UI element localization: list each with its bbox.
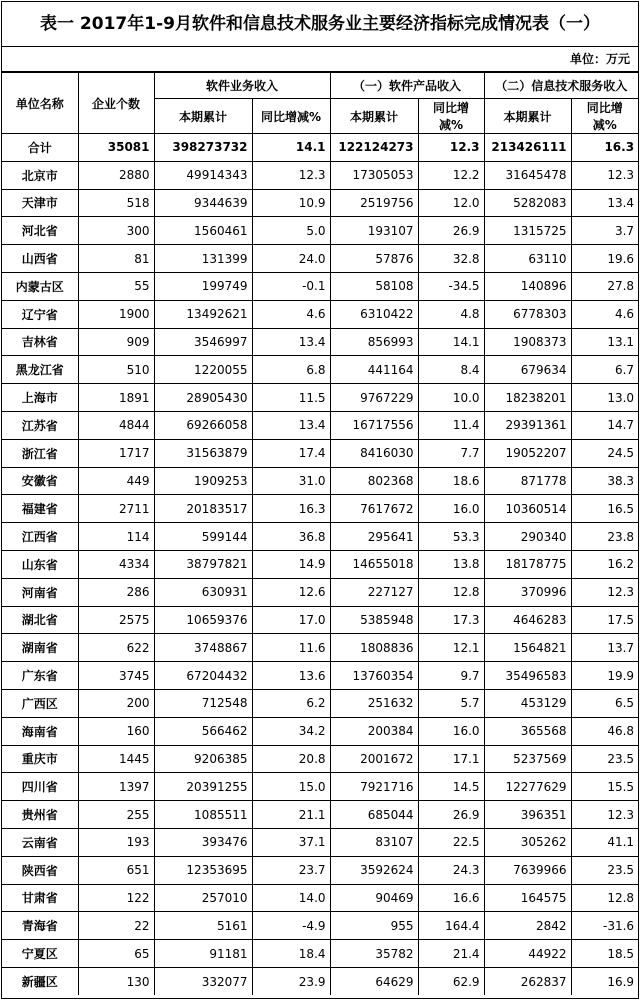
region-name-cell: 贵州省 (2, 801, 78, 829)
product-income-yoy-cell: 53.3 (418, 523, 484, 551)
table-row (2, 217, 638, 245)
software-income-cumulative-cell: 712548 (154, 689, 252, 717)
product-income-cumulative-cell: 13760354 (330, 662, 418, 690)
table-body (2, 134, 638, 996)
product-income-yoy-cell: -34.5 (418, 272, 484, 300)
enterprise-count-cell: 2711 (78, 495, 154, 523)
table-row (2, 717, 638, 745)
software-income-yoy-cell: 14.9 (252, 550, 330, 578)
product-income-cumulative-cell: 8416030 (330, 439, 418, 467)
product-income-yoy-cell: 5.7 (418, 689, 484, 717)
enterprise-count-cell: 114 (78, 523, 154, 551)
it-service-income-yoy-cell: 24.5 (571, 439, 638, 467)
it-service-income-yoy-cell: 6.7 (571, 356, 638, 384)
it-service-income-cumulative-cell: 1315725 (484, 217, 571, 245)
table-row (2, 467, 638, 495)
software-income-cumulative-cell: 49914343 (154, 161, 252, 189)
software-income-cumulative-cell: 1909253 (154, 467, 252, 495)
header-product-income: （一）软件产品收入 (330, 73, 484, 99)
software-income-cumulative-cell: 131399 (154, 245, 252, 273)
software-income-cumulative-cell: 69266058 (154, 411, 252, 439)
table-row (2, 384, 638, 412)
product-income-cumulative-cell: 57876 (330, 245, 418, 273)
region-name-cell: 海南省 (2, 717, 78, 745)
enterprise-count-cell: 200 (78, 689, 154, 717)
software-income-yoy-cell: 6.8 (252, 356, 330, 384)
it-service-income-yoy-cell: 12.3 (571, 801, 638, 829)
region-name-cell: 黑龙江省 (2, 356, 78, 384)
it-service-income-cumulative-cell: 262837 (484, 967, 571, 995)
it-service-income-yoy-cell: 13.1 (571, 328, 638, 356)
software-income-cumulative-cell: 1085511 (154, 801, 252, 829)
it-service-income-yoy-cell: 23.8 (571, 523, 638, 551)
region-name-cell: 合计 (2, 134, 78, 162)
table-row (2, 578, 638, 606)
table-row (2, 745, 638, 773)
product-income-cumulative-cell: 227127 (330, 578, 418, 606)
it-service-income-cumulative-cell: 164575 (484, 884, 571, 912)
enterprise-count-cell: 1445 (78, 745, 154, 773)
it-service-income-cumulative-cell: 2842 (484, 912, 571, 940)
product-income-yoy-cell: 13.8 (418, 550, 484, 578)
enterprise-count-cell: 286 (78, 578, 154, 606)
it-service-income-yoy-cell: 27.8 (571, 272, 638, 300)
product-income-cumulative-cell: 802368 (330, 467, 418, 495)
table-row (2, 773, 638, 801)
product-income-cumulative-cell: 193107 (330, 217, 418, 245)
it-service-income-cumulative-cell: 5237569 (484, 745, 571, 773)
table-row (2, 495, 638, 523)
enterprise-count-cell: 518 (78, 189, 154, 217)
it-service-income-yoy-cell: 6.5 (571, 689, 638, 717)
header-prod-yoy: 同比增减% (418, 99, 484, 134)
header-it-yoy: 同比增减% (571, 99, 638, 134)
product-income-yoy-cell: 16.0 (418, 717, 484, 745)
table-row (2, 245, 638, 273)
enterprise-count-cell: 193 (78, 828, 154, 856)
enterprise-count-cell: 4844 (78, 411, 154, 439)
product-income-cumulative-cell: 200384 (330, 717, 418, 745)
header-software-income: 软件业务收入 (154, 73, 330, 99)
region-name-cell: 甘肃省 (2, 884, 78, 912)
product-income-cumulative-cell: 685044 (330, 801, 418, 829)
software-income-yoy-cell: 14.1 (252, 134, 330, 162)
it-service-income-cumulative-cell: 29391361 (484, 411, 571, 439)
software-income-yoy-cell: 18.4 (252, 940, 330, 968)
enterprise-count-cell: 1900 (78, 300, 154, 328)
table-row (2, 411, 638, 439)
enterprise-count-cell: 55 (78, 272, 154, 300)
table-row (2, 967, 638, 995)
software-income-yoy-cell: 13.6 (252, 662, 330, 690)
product-income-cumulative-cell: 441164 (330, 356, 418, 384)
product-income-cumulative-cell: 295641 (330, 523, 418, 551)
product-income-yoy-cell: 12.2 (418, 161, 484, 189)
product-income-yoy-cell: 21.4 (418, 940, 484, 968)
product-income-cumulative-cell: 64629 (330, 967, 418, 995)
unit-label: 单位：万元 (2, 47, 638, 72)
product-income-cumulative-cell: 1808836 (330, 634, 418, 662)
product-income-yoy-cell: 17.1 (418, 745, 484, 773)
table-title: 表一 2017年1-9月软件和信息技术服务业主要经济指标完成情况表（一） (2, 2, 638, 47)
region-name-cell: 四川省 (2, 773, 78, 801)
header-it-cumulative: 本期累计 (484, 99, 571, 134)
product-income-yoy-cell: 18.6 (418, 467, 484, 495)
it-service-income-yoy-cell: 38.3 (571, 467, 638, 495)
region-name-cell: 吉林省 (2, 328, 78, 356)
it-service-income-cumulative-cell: 290340 (484, 523, 571, 551)
product-income-yoy-cell: 14.1 (418, 328, 484, 356)
it-service-income-yoy-cell: 16.3 (571, 134, 638, 162)
table-row (2, 801, 638, 829)
it-service-income-yoy-cell: 14.7 (571, 411, 638, 439)
region-name-cell: 宁夏区 (2, 940, 78, 968)
product-income-yoy-cell: 22.5 (418, 828, 484, 856)
table-row (2, 912, 638, 940)
region-name-cell: 上海市 (2, 384, 78, 412)
enterprise-count-cell: 510 (78, 356, 154, 384)
it-service-income-cumulative-cell: 44922 (484, 940, 571, 968)
software-income-yoy-cell: 21.1 (252, 801, 330, 829)
it-service-income-cumulative-cell: 1564821 (484, 634, 571, 662)
product-income-cumulative-cell: 856993 (330, 328, 418, 356)
it-service-income-yoy-cell: 46.8 (571, 717, 638, 745)
product-income-yoy-cell: 26.9 (418, 217, 484, 245)
software-income-cumulative-cell: 31563879 (154, 439, 252, 467)
it-service-income-cumulative-cell: 871778 (484, 467, 571, 495)
software-income-cumulative-cell: 38797821 (154, 550, 252, 578)
it-service-income-cumulative-cell: 5282083 (484, 189, 571, 217)
it-service-income-yoy-cell: 16.9 (571, 967, 638, 995)
it-service-income-cumulative-cell: 213426111 (484, 134, 571, 162)
software-income-yoy-cell: 13.4 (252, 328, 330, 356)
table-row (2, 328, 638, 356)
software-income-cumulative-cell: 332077 (154, 967, 252, 995)
table-row (2, 662, 638, 690)
product-income-cumulative-cell: 7921716 (330, 773, 418, 801)
product-income-cumulative-cell: 3592624 (330, 856, 418, 884)
region-name-cell: 广西区 (2, 689, 78, 717)
product-income-cumulative-cell: 2001672 (330, 745, 418, 773)
it-service-income-cumulative-cell: 6778303 (484, 300, 571, 328)
it-service-income-yoy-cell: 18.5 (571, 940, 638, 968)
it-service-income-yoy-cell: -31.6 (571, 912, 638, 940)
enterprise-count-cell: 65 (78, 940, 154, 968)
table-row (2, 439, 638, 467)
enterprise-count-cell: 3745 (78, 662, 154, 690)
region-name-cell: 内蒙古区 (2, 272, 78, 300)
software-income-cumulative-cell: 199749 (154, 272, 252, 300)
product-income-yoy-cell: 164.4 (418, 912, 484, 940)
product-income-cumulative-cell: 35782 (330, 940, 418, 968)
it-service-income-cumulative-cell: 396351 (484, 801, 571, 829)
header-it-service-income: （二）信息技术服务收入 (484, 73, 638, 99)
region-name-cell: 河北省 (2, 217, 78, 245)
software-income-yoy-cell: 34.2 (252, 717, 330, 745)
region-name-cell: 广东省 (2, 662, 78, 690)
software-income-yoy-cell: 12.3 (252, 161, 330, 189)
region-name-cell: 山东省 (2, 550, 78, 578)
software-income-cumulative-cell: 13492621 (154, 300, 252, 328)
software-income-yoy-cell: 17.4 (252, 439, 330, 467)
enterprise-count-cell: 255 (78, 801, 154, 829)
enterprise-count-cell: 2880 (78, 161, 154, 189)
table-row (2, 856, 638, 884)
software-income-yoy-cell: 11.5 (252, 384, 330, 412)
software-income-cumulative-cell: 630931 (154, 578, 252, 606)
it-service-income-yoy-cell: 16.5 (571, 495, 638, 523)
product-income-cumulative-cell: 83107 (330, 828, 418, 856)
software-income-cumulative-cell: 5161 (154, 912, 252, 940)
product-income-yoy-cell: 17.3 (418, 606, 484, 634)
it-service-income-cumulative-cell: 35496583 (484, 662, 571, 690)
header-prod-cumulative: 本期累计 (330, 99, 418, 134)
table-row (2, 940, 638, 968)
software-income-cumulative-cell: 91181 (154, 940, 252, 968)
table-row (2, 272, 638, 300)
enterprise-count-cell: 651 (78, 856, 154, 884)
it-service-income-cumulative-cell: 18178775 (484, 550, 571, 578)
enterprise-count-cell: 2575 (78, 606, 154, 634)
table-row (2, 161, 638, 189)
software-income-yoy-cell: 23.7 (252, 856, 330, 884)
software-income-yoy-cell: 15.0 (252, 773, 330, 801)
enterprise-count-cell: 449 (78, 467, 154, 495)
region-name-cell: 重庆市 (2, 745, 78, 773)
table-row (2, 606, 638, 634)
enterprise-count-cell: 622 (78, 634, 154, 662)
it-service-income-cumulative-cell: 7639966 (484, 856, 571, 884)
region-name-cell: 云南省 (2, 828, 78, 856)
it-service-income-yoy-cell: 12.3 (571, 161, 638, 189)
software-income-yoy-cell: -0.1 (252, 272, 330, 300)
enterprise-count-cell: 1891 (78, 384, 154, 412)
product-income-cumulative-cell: 16717556 (330, 411, 418, 439)
product-income-cumulative-cell: 2519756 (330, 189, 418, 217)
software-income-yoy-cell: 5.0 (252, 217, 330, 245)
software-income-yoy-cell: -4.9 (252, 912, 330, 940)
it-service-income-cumulative-cell: 18238201 (484, 384, 571, 412)
table-row (2, 550, 638, 578)
product-income-cumulative-cell: 5385948 (330, 606, 418, 634)
software-income-yoy-cell: 13.4 (252, 411, 330, 439)
region-name-cell: 江西省 (2, 523, 78, 551)
header-count: 企业个数 (78, 73, 154, 134)
it-service-income-yoy-cell: 23.5 (571, 856, 638, 884)
product-income-yoy-cell: 26.9 (418, 801, 484, 829)
software-income-yoy-cell: 17.0 (252, 606, 330, 634)
product-income-cumulative-cell: 14655018 (330, 550, 418, 578)
it-service-income-cumulative-cell: 305262 (484, 828, 571, 856)
software-income-cumulative-cell: 393476 (154, 828, 252, 856)
software-income-cumulative-cell: 9206385 (154, 745, 252, 773)
product-income-yoy-cell: 62.9 (418, 967, 484, 995)
table-row (2, 300, 638, 328)
it-service-income-yoy-cell: 12.3 (571, 578, 638, 606)
it-service-income-cumulative-cell: 1908373 (484, 328, 571, 356)
it-service-income-yoy-cell: 15.5 (571, 773, 638, 801)
enterprise-count-cell: 22 (78, 912, 154, 940)
region-name-cell: 福建省 (2, 495, 78, 523)
it-service-income-cumulative-cell: 365568 (484, 717, 571, 745)
it-service-income-yoy-cell: 19.6 (571, 245, 638, 273)
software-income-cumulative-cell: 599144 (154, 523, 252, 551)
it-service-income-cumulative-cell: 19052207 (484, 439, 571, 467)
product-income-yoy-cell: 12.3 (418, 134, 484, 162)
region-name-cell: 河南省 (2, 578, 78, 606)
product-income-yoy-cell: 11.4 (418, 411, 484, 439)
software-income-cumulative-cell: 3748867 (154, 634, 252, 662)
it-service-income-yoy-cell: 3.7 (571, 217, 638, 245)
enterprise-count-cell: 1717 (78, 439, 154, 467)
software-income-yoy-cell: 14.0 (252, 884, 330, 912)
it-service-income-yoy-cell: 12.8 (571, 884, 638, 912)
table-row (2, 356, 638, 384)
product-income-yoy-cell: 14.5 (418, 773, 484, 801)
it-service-income-yoy-cell: 13.4 (571, 189, 638, 217)
product-income-yoy-cell: 10.0 (418, 384, 484, 412)
product-income-yoy-cell: 12.0 (418, 189, 484, 217)
it-service-income-yoy-cell: 13.0 (571, 384, 638, 412)
it-service-income-cumulative-cell: 4646283 (484, 606, 571, 634)
product-income-yoy-cell: 16.6 (418, 884, 484, 912)
enterprise-count-cell: 130 (78, 967, 154, 995)
product-income-yoy-cell: 9.7 (418, 662, 484, 690)
product-income-yoy-cell: 7.7 (418, 439, 484, 467)
region-name-cell: 新疆区 (2, 967, 78, 995)
it-service-income-cumulative-cell: 453129 (484, 689, 571, 717)
table-row (2, 634, 638, 662)
software-income-cumulative-cell: 67204432 (154, 662, 252, 690)
document-frame (1, 1, 639, 999)
region-name-cell: 湖北省 (2, 606, 78, 634)
software-income-yoy-cell: 37.1 (252, 828, 330, 856)
it-service-income-yoy-cell: 17.5 (571, 606, 638, 634)
it-service-income-yoy-cell: 4.6 (571, 300, 638, 328)
region-name-cell: 辽宁省 (2, 300, 78, 328)
software-income-yoy-cell: 20.8 (252, 745, 330, 773)
table-row (2, 189, 638, 217)
header-sw-cumulative: 本期累计 (154, 99, 252, 134)
table-row (2, 689, 638, 717)
region-name-cell: 北京市 (2, 161, 78, 189)
it-service-income-yoy-cell: 23.5 (571, 745, 638, 773)
software-income-yoy-cell: 10.9 (252, 189, 330, 217)
total-row (2, 134, 638, 162)
software-income-cumulative-cell: 9344639 (154, 189, 252, 217)
software-income-yoy-cell: 31.0 (252, 467, 330, 495)
enterprise-count-cell: 81 (78, 245, 154, 273)
product-income-cumulative-cell: 251632 (330, 689, 418, 717)
it-service-income-cumulative-cell: 679634 (484, 356, 571, 384)
software-income-yoy-cell: 36.8 (252, 523, 330, 551)
product-income-cumulative-cell: 17305053 (330, 161, 418, 189)
software-income-yoy-cell: 11.6 (252, 634, 330, 662)
product-income-cumulative-cell: 7617672 (330, 495, 418, 523)
enterprise-count-cell: 909 (78, 328, 154, 356)
enterprise-count-cell: 1397 (78, 773, 154, 801)
region-name-cell: 陕西省 (2, 856, 78, 884)
product-income-yoy-cell: 12.1 (418, 634, 484, 662)
region-name-cell: 浙江省 (2, 439, 78, 467)
product-income-cumulative-cell: 58108 (330, 272, 418, 300)
product-income-cumulative-cell: 6310422 (330, 300, 418, 328)
software-income-cumulative-cell: 398273732 (154, 134, 252, 162)
software-income-cumulative-cell: 10659376 (154, 606, 252, 634)
it-service-income-yoy-cell: 19.9 (571, 662, 638, 690)
it-service-income-yoy-cell: 16.2 (571, 550, 638, 578)
software-income-cumulative-cell: 1560461 (154, 217, 252, 245)
region-name-cell: 湖南省 (2, 634, 78, 662)
region-name-cell: 青海省 (2, 912, 78, 940)
product-income-yoy-cell: 12.8 (418, 578, 484, 606)
enterprise-count-cell: 160 (78, 717, 154, 745)
software-income-cumulative-cell: 12353695 (154, 856, 252, 884)
software-income-yoy-cell: 6.2 (252, 689, 330, 717)
product-income-yoy-cell: 32.8 (418, 245, 484, 273)
product-income-cumulative-cell: 955 (330, 912, 418, 940)
software-income-cumulative-cell: 20391255 (154, 773, 252, 801)
enterprise-count-cell: 35081 (78, 134, 154, 162)
software-income-yoy-cell: 24.0 (252, 245, 330, 273)
table-row (2, 828, 638, 856)
enterprise-count-cell: 300 (78, 217, 154, 245)
table-row (2, 523, 638, 551)
it-service-income-cumulative-cell: 140896 (484, 272, 571, 300)
software-income-cumulative-cell: 3546997 (154, 328, 252, 356)
software-income-yoy-cell: 23.9 (252, 967, 330, 995)
region-name-cell: 安徽省 (2, 467, 78, 495)
product-income-yoy-cell: 4.8 (418, 300, 484, 328)
it-service-income-yoy-cell: 13.7 (571, 634, 638, 662)
it-service-income-cumulative-cell: 10360514 (484, 495, 571, 523)
product-income-yoy-cell: 24.3 (418, 856, 484, 884)
header-region: 单位名称 (2, 73, 78, 134)
software-income-cumulative-cell: 1220055 (154, 356, 252, 384)
software-income-yoy-cell: 12.6 (252, 578, 330, 606)
product-income-cumulative-cell: 9767229 (330, 384, 418, 412)
software-income-cumulative-cell: 566462 (154, 717, 252, 745)
product-income-yoy-cell: 16.0 (418, 495, 484, 523)
it-service-income-cumulative-cell: 370996 (484, 578, 571, 606)
software-income-cumulative-cell: 257010 (154, 884, 252, 912)
software-income-cumulative-cell: 28905430 (154, 384, 252, 412)
it-service-income-cumulative-cell: 12277629 (484, 773, 571, 801)
it-service-income-cumulative-cell: 63110 (484, 245, 571, 273)
enterprise-count-cell: 4334 (78, 550, 154, 578)
header-sw-yoy: 同比增减% (252, 99, 330, 134)
region-name-cell: 天津市 (2, 189, 78, 217)
region-name-cell: 山西省 (2, 245, 78, 273)
header-row-1 (2, 73, 638, 99)
product-income-cumulative-cell: 122124273 (330, 134, 418, 162)
table-row (2, 884, 638, 912)
enterprise-count-cell: 122 (78, 884, 154, 912)
it-service-income-cumulative-cell: 31645478 (484, 161, 571, 189)
region-name-cell: 江苏省 (2, 411, 78, 439)
software-income-yoy-cell: 16.3 (252, 495, 330, 523)
software-income-yoy-cell: 4.6 (252, 300, 330, 328)
product-income-yoy-cell: 8.4 (418, 356, 484, 384)
software-income-cumulative-cell: 20183517 (154, 495, 252, 523)
it-service-income-yoy-cell: 41.1 (571, 828, 638, 856)
product-income-cumulative-cell: 90469 (330, 884, 418, 912)
statistics-table (2, 72, 638, 995)
